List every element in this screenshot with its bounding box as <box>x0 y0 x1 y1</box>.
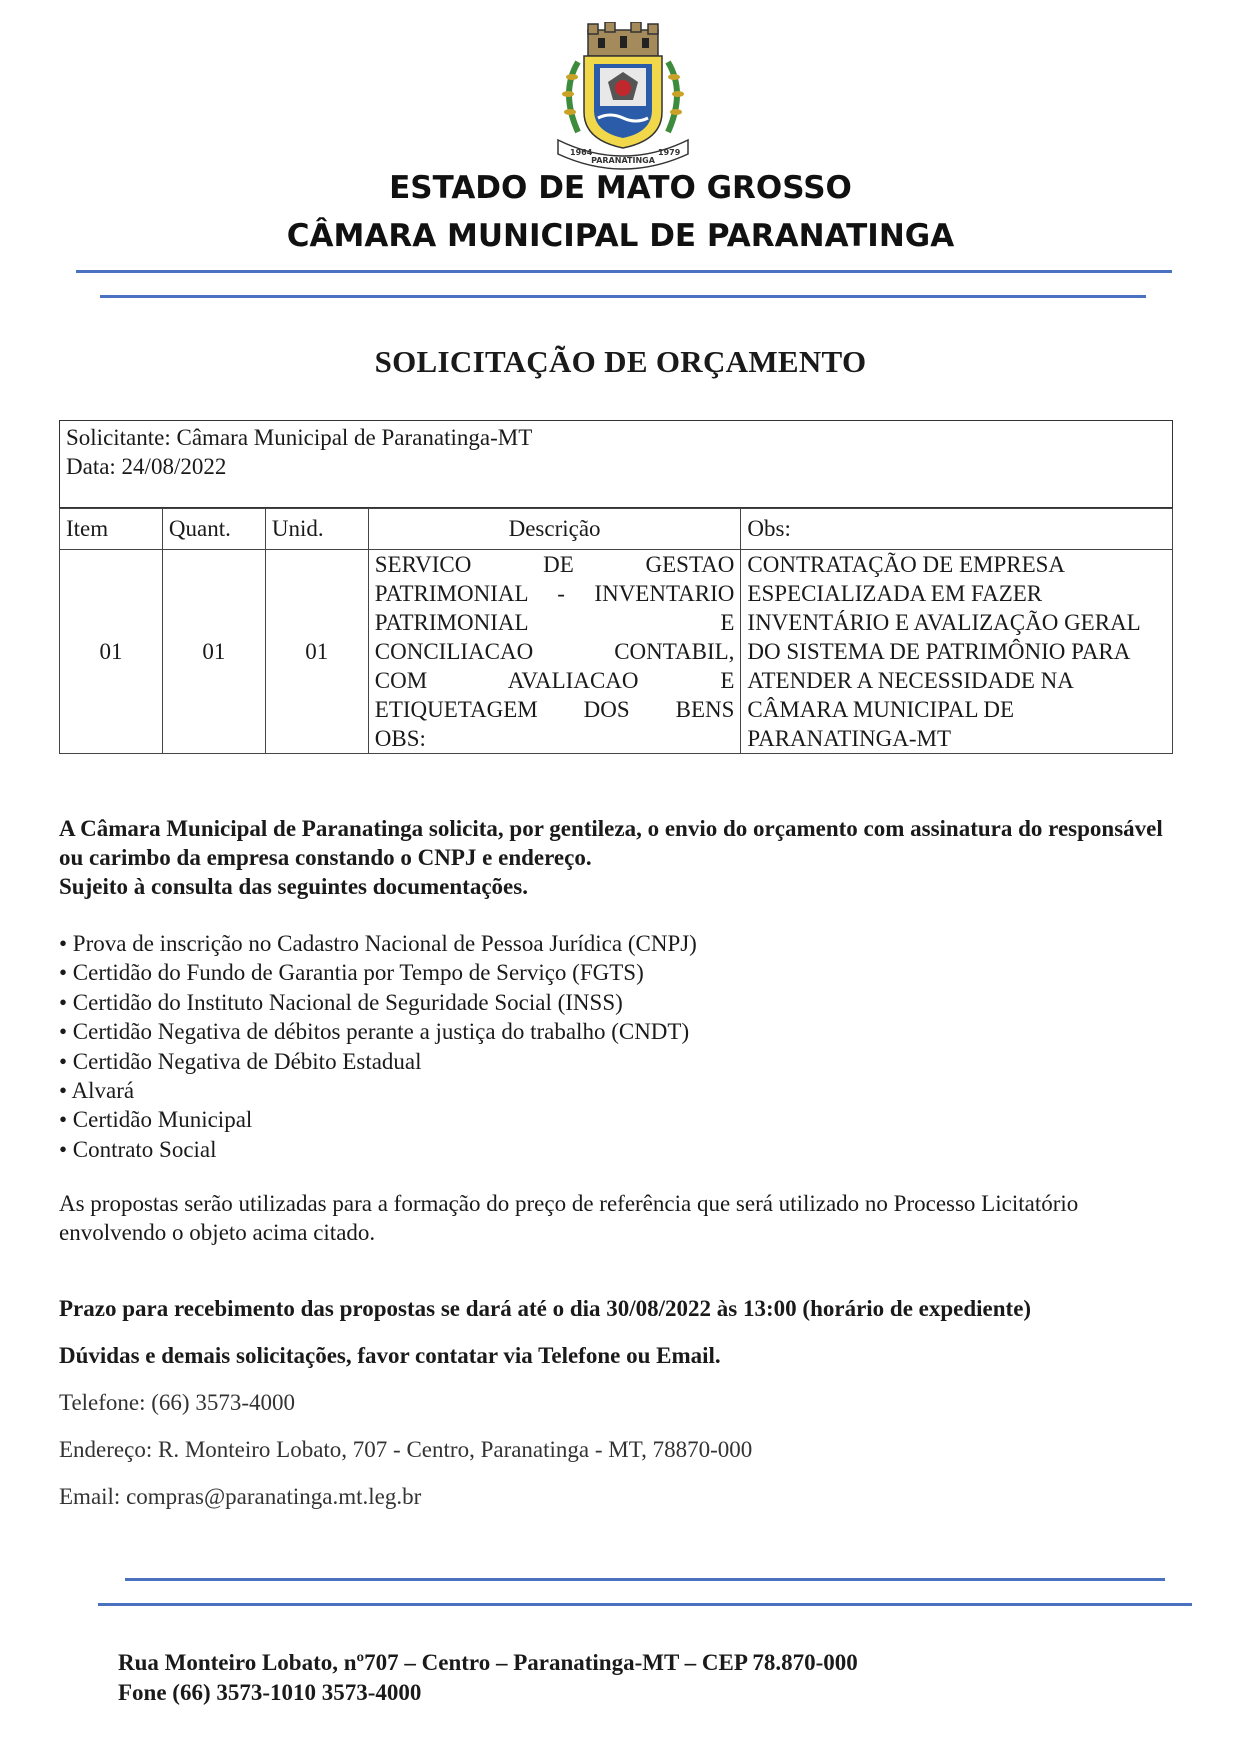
header-unid: Unid. <box>265 509 368 550</box>
reference-price-note: As propostas serão utilizadas para a formação do preço de referência que será utilizado no Processo Licitatório envolvendo o objeto acima citado. <box>59 1191 1079 1245</box>
description-line: CONCILIACAO CONTABIL, <box>374 639 735 664</box>
cell-obs: CONTRATAÇÃO DE EMPRESA ESPECIALIZADA EM FAZER INVENTÁRIO E AVALIZAÇÃO GERAL DO SISTEMA DE PATRIMÔNIO PARA ATENDER A NECESSIDADE NA CÂMARA MUNICIPAL DE PARANATINGA-MT <box>741 550 1173 754</box>
header-quant: Quant. <box>162 509 265 550</box>
list-item: • Certidão do Fundo de Garantia por Tempo de Serviço (FGTS) <box>59 960 644 986</box>
footer <box>118 1648 858 1708</box>
cell-description <box>368 550 741 754</box>
crest-year-left: 1964 <box>570 148 593 157</box>
required-documents-list <box>59 929 697 1164</box>
description-line: PATRIMONIAL - INVENTARIO <box>374 581 735 606</box>
intro-paragraph <box>59 814 1179 901</box>
header-item: Item <box>60 509 163 550</box>
document-title: SOLICITAÇÃO DE ORÇAMENTO <box>374 344 867 379</box>
doubts-text: Dúvidas e demais solicitações, favor contatar via Telefone ou Email. <box>59 1343 721 1368</box>
cell-quant: 01 <box>162 550 265 754</box>
footer-address: Rua Monteiro Lobato, nº707 – Centro – Paranatinga-MT – CEP 78.870-000 <box>118 1650 858 1675</box>
description-line: OBS: <box>374 726 426 751</box>
list-item: • Alvará <box>59 1078 135 1104</box>
header-rule-bottom <box>100 295 1146 298</box>
table-header-row <box>60 509 1173 550</box>
coat-of-arms-logo <box>548 22 698 172</box>
list-item: • Certidão Negativa de Débito Estadual <box>59 1048 422 1074</box>
intro-request-text: A Câmara Municipal de Paranatinga solicita, por gentileza, o envio do orçamento com assinatura do responsável ou carimbo da empresa constando o CNPJ e endereço. <box>59 816 1163 870</box>
description-line: ETIQUETAGEM DOS BENS <box>374 697 735 722</box>
crest-city-name: PARANATINGA <box>591 156 655 165</box>
requester-line: Solicitante: Câmara Municipal de Paranatinga-MT <box>66 425 533 450</box>
chamber-heading: CÂMARA MUNICIPAL DE PARANATINGA <box>286 218 955 254</box>
state-heading: ESTADO DE MATO GROSSO <box>389 170 852 206</box>
list-item: • Prova de inscrição no Cadastro Nacional de Pessoa Jurídica (CNPJ) <box>59 931 697 956</box>
contact-email[interactable]: Email: compras@paranatinga.mt.leg.br <box>59 1484 422 1509</box>
items-table <box>59 508 1173 754</box>
description-line: SERVICO DE GESTAO <box>374 552 735 577</box>
list-item: • Certidão Negativa de débitos perante a justiça do trabalho (CNDT) <box>59 1019 690 1045</box>
list-item: • Certidão Municipal <box>59 1107 253 1133</box>
footer-rule-bottom <box>98 1603 1192 1606</box>
crest-year-right: 1979 <box>658 148 681 157</box>
intro-subject-text: Sujeito à consulta das seguintes documentações. <box>59 874 528 899</box>
table-row <box>60 550 1173 754</box>
contact-phone: Telefone: (66) 3573-4000 <box>59 1390 295 1415</box>
date-line: Data: 24/08/2022 <box>66 454 227 479</box>
description-line: COM AVALIACAO E <box>374 668 735 693</box>
footer-phone: Fone (66) 3573-1010 3573-4000 <box>118 1680 422 1705</box>
header-description: Descrição <box>368 509 741 550</box>
shield <box>584 56 662 148</box>
deadline-text: Prazo para recebimento das propostas se dará até o dia 30/08/2022 às 13:00 (horário de expediente) <box>59 1296 1032 1321</box>
requester-info-box <box>59 420 1173 508</box>
contact-address: Endereço: R. Monteiro Lobato, 707 - Centro, Paranatinga - MT, 78870-000 <box>59 1437 753 1462</box>
header-rule-top <box>76 270 1172 273</box>
description-line: PATRIMONIAL E <box>374 610 735 635</box>
cell-item: 01 <box>60 550 163 754</box>
list-item: • Contrato Social <box>59 1136 217 1162</box>
cell-unid: 01 <box>265 550 368 754</box>
mural-crown <box>588 22 658 56</box>
footer-rule-top <box>125 1578 1165 1581</box>
list-item: • Certidão do Instituto Nacional de Seguridade Social (INSS) <box>59 989 623 1015</box>
header-obs: Obs: <box>741 509 1173 550</box>
